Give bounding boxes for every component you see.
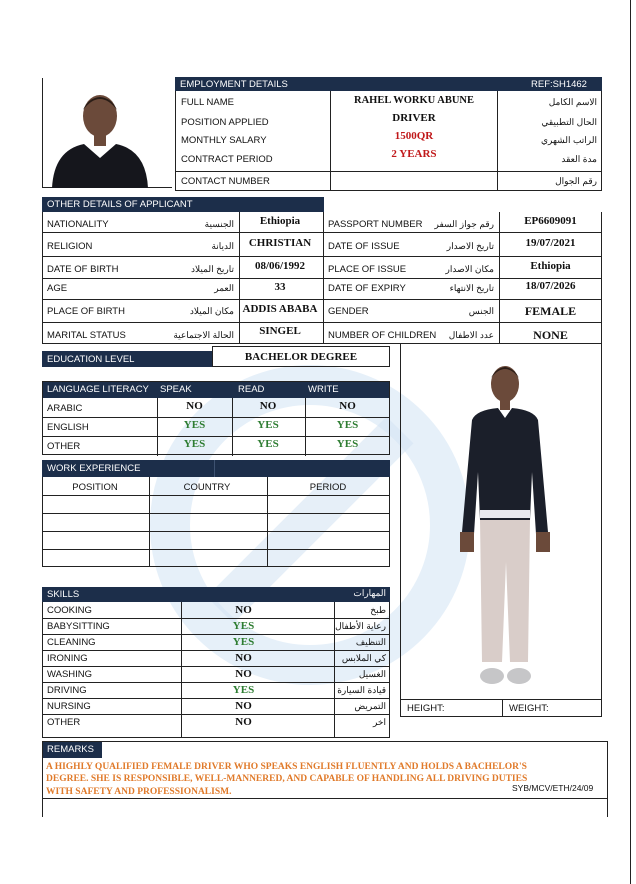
full-name-arabic: الاسم الكامل <box>548 96 597 107</box>
skill-ironing-value: NO <box>235 651 252 664</box>
nationality-arabic: الجنسية <box>204 218 234 229</box>
contact-label: CONTACT NUMBER <box>181 175 270 187</box>
contact-arabic: رقم الجوال <box>555 175 597 186</box>
contact-value <box>331 172 497 190</box>
skill-cooking-value: NO <box>235 603 252 616</box>
marital-arabic: الحالة الاجتماعية <box>173 329 234 340</box>
remarks-title: REMARKS <box>47 744 94 755</box>
skill-cleaning-arabic: التنظيف <box>355 637 386 647</box>
lang-other-speak: YES <box>183 438 206 450</box>
skills-title: SKILLS <box>47 589 80 600</box>
gender-label: GENDER <box>328 305 369 317</box>
age-label: AGE <box>47 282 68 294</box>
skill-ironing-arabic: كي الملابس <box>341 653 386 663</box>
skill-other-name: OTHER <box>47 717 81 728</box>
skill-nursing-name: NURSING <box>47 701 91 712</box>
work-header <box>42 460 390 477</box>
issue-place-label: PLACE OF ISSUE <box>328 263 407 275</box>
education-value-cell <box>212 346 390 367</box>
expiry-arabic: تاريخ الانتهاء <box>449 282 494 293</box>
lang-english-write: YES <box>336 419 359 431</box>
skill-washing-arabic: الغسيل <box>358 669 386 679</box>
contract-label: CONTRACT PERIOD <box>181 153 273 165</box>
salary-arabic: الراتب الشهري <box>541 134 597 145</box>
lang-english-name: ENGLISH <box>47 421 89 433</box>
skill-babysitting-name: BABYSITTING <box>47 621 110 632</box>
religion-arabic: الديانة <box>211 240 234 251</box>
skill-ironing-name: IRONING <box>47 653 88 664</box>
ref-badge <box>516 77 602 91</box>
lang-other-read: YES <box>257 438 279 450</box>
skill-driving-name: DRIVING <box>47 685 87 696</box>
ref-number: REF:SH1462 <box>531 78 587 90</box>
issue-place-arabic: مكان الاصدار <box>445 263 494 274</box>
lang-other-name: OTHER <box>47 440 81 452</box>
lang-header-write: WRITE <box>308 384 339 395</box>
expiry-label: DATE OF EXPIRY <box>328 282 406 294</box>
age-arabic: العمر <box>214 282 234 293</box>
lang-header-literacy: LANGUAGE LITERACY <box>47 384 149 395</box>
full-name-label: FULL NAME <box>181 96 234 108</box>
passport-label: PASSPORT NUMBER <box>328 218 423 230</box>
religion-value: CHRISTIAN <box>248 237 312 249</box>
marital-label: MARITAL STATUS <box>47 329 126 341</box>
lang-arabic-write: NO <box>339 400 356 412</box>
remarks-line-3: WITH SAFETY AND PROFESSIONALISM. <box>46 787 232 797</box>
gender-value: FEMALE <box>524 303 577 318</box>
pob-arabic: مكان الميلاد <box>189 305 234 316</box>
work-title: WORK EXPERIENCE <box>47 463 141 474</box>
education-value: BACHELOR DEGREE <box>244 350 358 363</box>
dob-label: DATE OF BIRTH <box>47 263 119 275</box>
measurements-divider <box>502 699 503 717</box>
pob-value: ADDIS ABABA <box>242 303 318 315</box>
lang-english-speak: YES <box>183 419 206 431</box>
contract-value: 2 YEARS <box>391 148 437 160</box>
employment-table <box>175 91 602 191</box>
position-value: DRIVER <box>392 112 436 124</box>
skill-cooking-arabic: طبخ <box>370 605 386 615</box>
other-details-title: OTHER DETAILS OF APPLICANT <box>47 199 193 210</box>
weight-label: WEIGHT: <box>509 702 549 714</box>
skill-babysitting-value: YES <box>232 619 255 632</box>
position-arabic: الحال التطبيقي <box>541 116 597 127</box>
dob-arabic: تاريخ الميلاد <box>191 263 234 274</box>
expiry-value: 18/07/2026 <box>525 280 576 292</box>
lang-header-speak: SPEAK <box>160 384 192 395</box>
work-col-country: COUNTRY <box>183 481 231 493</box>
skills-header-arabic: المهارات <box>353 588 386 598</box>
bottom-left-line <box>42 799 43 817</box>
gender-arabic: الجنس <box>468 305 494 316</box>
marital-value: SINGEL <box>259 325 301 337</box>
salary-label: MONTHLY SALARY <box>181 134 267 146</box>
issue-date-label: DATE OF ISSUE <box>328 240 400 252</box>
remarks-line-2: DEGREE. SHE IS RESPONSIBLE, WELL-MANNERED, AND CAPABLE OF HANDLING ALL DRIVING DUTIES <box>46 774 528 784</box>
education-label: EDUCATION LEVEL <box>47 353 135 365</box>
lang-arabic-read: NO <box>259 400 277 412</box>
page-edge-line <box>630 0 631 884</box>
lang-other-write: YES <box>336 438 359 450</box>
height-label: HEIGHT: <box>407 702 445 714</box>
skill-nursing-value: NO <box>235 699 252 712</box>
lang-arabic-speak: NO <box>186 400 203 412</box>
salary-value: 1500QR <box>394 130 434 142</box>
position-label: POSITION APPLIED <box>181 116 269 128</box>
education-header <box>42 351 212 367</box>
work-col-period: PERIOD <box>309 481 347 493</box>
employment-title: EMPLOYMENT DETAILS <box>180 78 288 90</box>
skill-driving-value: YES <box>232 683 255 696</box>
age-value: 33 <box>274 281 286 293</box>
skill-other-value: NO <box>235 715 252 728</box>
contract-arabic: مدة العقد <box>561 153 597 164</box>
passport-value: EP6609091 <box>524 215 577 227</box>
issue-date-value: 19/07/2021 <box>525 237 576 249</box>
passport-arabic: رقم جواز السفر <box>434 218 494 229</box>
bottom-right-line <box>607 799 608 817</box>
remarks-line-1: A HIGHLY QUALIFIED FEMALE DRIVER WHO SPEAKS ENGLISH FLUENTLY AND HOLDS A BACHELOR'S <box>46 762 527 772</box>
religion-label: RELIGION <box>47 240 93 252</box>
skill-cleaning-name: CLEANING <box>47 637 96 648</box>
full-body-photo <box>440 362 570 702</box>
nationality-label: NATIONALITY <box>47 218 109 230</box>
skill-other-arabic: اخر <box>372 717 386 727</box>
issue-place-value: Ethiopia <box>530 260 571 272</box>
other-details-header <box>42 197 324 212</box>
lang-header-read: READ <box>238 384 265 395</box>
lang-arabic-name: ARABIC <box>47 402 83 414</box>
passport-photo <box>44 88 156 188</box>
lang-english-read: YES <box>257 419 279 431</box>
skill-cleaning-value: YES <box>232 635 255 648</box>
dob-value: 08/06/1992 <box>254 260 306 272</box>
full-name-value: RAHEL WORKU ABUNE <box>354 94 474 106</box>
skill-babysitting-arabic: رعاية الأطفال <box>335 621 386 631</box>
skill-driving-arabic: قيادة السيارة <box>337 685 386 695</box>
children-arabic: عدد الاطفال <box>448 329 494 340</box>
skill-washing-value: NO <box>235 667 252 680</box>
children-label: NUMBER OF CHILDREN <box>328 329 437 341</box>
children-value: NONE <box>533 327 568 342</box>
skill-nursing-arabic: التمريض <box>354 701 386 711</box>
work-divider <box>214 460 215 477</box>
work-col-position: POSITION <box>72 481 118 493</box>
document-code: SYB/MCV/ETH/24/09 <box>512 783 594 793</box>
skill-washing-name: WASHING <box>47 669 93 680</box>
issue-date-arabic: تاريخ الاصدار <box>446 240 494 251</box>
pob-label: PLACE OF BIRTH <box>47 305 125 317</box>
nationality-value: Ethiopia <box>259 215 301 227</box>
skill-cooking-name: COOKING <box>47 605 92 616</box>
